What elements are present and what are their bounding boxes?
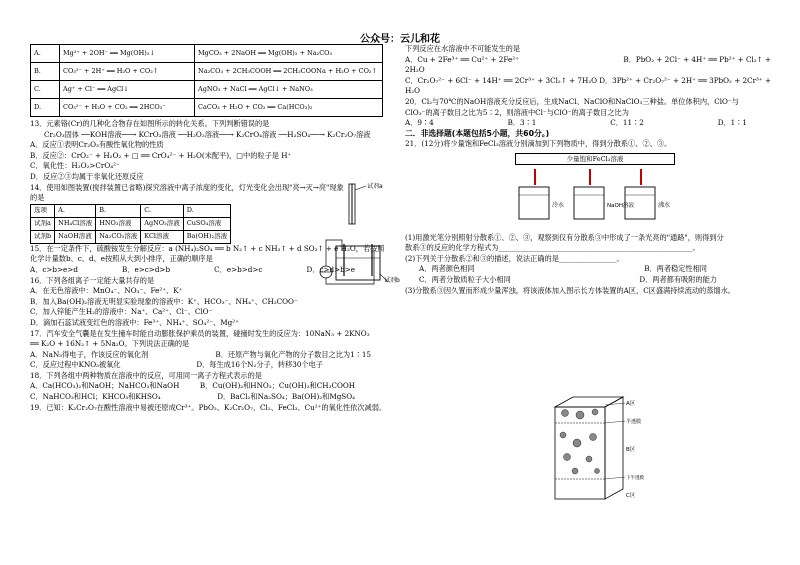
beaker-outline — [519, 187, 549, 219]
particle — [573, 439, 581, 447]
question-19: 19．已知：K₂Cr₂O₇在酸性溶液中易被还原成Cr³⁺。PbO₂、K₂Cr₂O₇、Cl₂、FeCl₃、Cu²⁺的氧化性依次减弱。 — [30, 402, 387, 412]
beaker-label: 冷水 — [552, 201, 565, 209]
particle — [595, 469, 600, 474]
q18-options-ab: A．Ca(HCO₃)₂和NaOH；NaHCO₃和NaOH B．Cu(OH)₂和HNO₃；Cu(OH)₂和CH₃COOH — [30, 381, 355, 391]
reagent-a-label: 试剂a — [367, 183, 383, 190]
membrane-label: 半透膜 — [626, 419, 642, 425]
q21-2-options-cd: C．两者分散质粒子大小相同 D．两者都有吸附的能力 — [419, 274, 717, 284]
q18-options-cd: C．NaHCO₃和HCl；KHCO₃和KHSO₄ D．BaCl₂和Na₂SO₄；Ba(OH)₂和MgSO₄ — [30, 392, 355, 402]
table-row: A. Mg²⁺ + 2OH⁻ ══ Mg(OH)₂↓ MgCO₃ + 2NaOH ══ Mg(OH)₂ + Na₂CO₃ — [31, 45, 383, 63]
table-row: 试剂a NH₄Cl溶液 HNO₃溶液 AgNO₃溶液 CuSO₄溶液 — [31, 217, 231, 230]
question-21: 21．(12分)将少量饱和FeCl₃溶液分别滴加到下列物质中，得到分散系①、②、③。 — [405, 139, 672, 149]
particles — [560, 409, 600, 474]
question-14: 14．使用如图装置(搅拌装置已省略)探究溶液中离子浓度的变化，灯光变化会出现"亮→灭→亮"现象 — [30, 182, 344, 192]
beaker-boiling-water — [625, 169, 670, 219]
q16-option-b: B．加入Ba(OH)₂溶液无明显实验现象的溶液中：K⁺、HCO₃⁻、NH₄⁺、CH₃COO⁻ — [30, 296, 298, 306]
q16-option-d: D．滴加石蕊试液变红色的溶液中：Fe³⁺、NH₄⁺、SO₄²⁻、Mg²⁺ — [30, 317, 239, 327]
beaker-label: NaOH溶液 — [607, 202, 634, 209]
q13-option-d: D．反应②③均属于非氧化还原反应 — [30, 171, 144, 181]
q19-options-ab: A．Cu + 2Fe³⁺ ══ Cu²⁺ + 2Fe²⁺ B．PbO₂ + 2Cl⁻ + 4H⁺ ══ Pb²⁺ + Cl₂↑ + — [405, 54, 771, 64]
question-21-part3: (3)分散系③因久置而形成少量浑浊，将该液体加入图示长方体装置的A区，C区盛满持续流动的蒸馏水。 — [405, 285, 735, 295]
q21-2-options-ab: A．两者颜色相同 B．两者稳定性相同 — [419, 264, 707, 274]
zone-b-label: B区 — [626, 447, 636, 453]
beaker-cold-water — [519, 169, 564, 219]
lower-membrane-label: 下半透膜 — [626, 476, 644, 481]
particle — [586, 456, 592, 462]
q17-options-ab: A．NaN₃得电子，作该反应的氧化剂 B．还原产物与氧化产物的分子数目之比为1∶15 — [30, 349, 371, 359]
pointer-line — [605, 477, 625, 479]
table-row: D. CO₃²⁻ + H₂O + CO₂ ══ 2HCO₃⁻ CaCO₃ + H₂O + CO₂ ══ Ca(HCO₃)₂ — [31, 99, 383, 117]
particle — [576, 411, 584, 419]
right-column — [405, 44, 777, 296]
question-15-cont: 化学计量数b、c、d、e按照从大到小排序，正确的顺序是 — [30, 254, 213, 264]
question-16: 16．下列各组离子一定能大量共存的是 — [30, 275, 155, 285]
question-21-part1-cont: 散系③的反应的化学方程式为______________________________________________________。 — [405, 243, 700, 253]
q13-option-c: C．氧化性：H₂O₂>CrO₄²⁻ — [30, 161, 120, 171]
label-line-a — [355, 186, 366, 190]
table-row: 试剂b NaOH溶液 Na₂CO₃溶液 KCl溶液 Ba(OH)₂溶液 — [31, 230, 231, 243]
cube-side — [605, 397, 623, 499]
particle — [572, 468, 578, 474]
question-19-cont: 下列反应在水溶液中不可能发生的是 — [405, 44, 521, 53]
conductivity-apparatus-figure — [314, 180, 404, 290]
zone-c-label: C区 — [626, 493, 636, 499]
reagent-b-label: 试剂b — [384, 277, 400, 284]
question-18: 18．下列各组中两种物质在溶液中的反应，可用同一离子方程式表示的是 — [30, 370, 262, 380]
question-17: 17．汽车安全气囊是在发生撞车时能自动膨胀保护乘员的装置，碰撞时发生的反应为：10NaN₃ + 2KNO₃ — [30, 328, 370, 338]
beakers-figure — [515, 153, 675, 229]
beaker-outline — [574, 187, 604, 219]
cube-front — [555, 407, 605, 499]
equation-table — [30, 44, 383, 117]
zone-a-label: A区 — [626, 401, 636, 407]
q19-options-cd: C．Cr₂O₇²⁻ + 6Cl⁻ + 14H⁺ ══ 2Cr³⁺ + 3Cl₂↑ + 7H₂O D．3Pb²⁺ + Cr₂O₇²⁻ + 2H⁺ ══ 3PbO₂ + 2Cr³⁺ + — [405, 75, 771, 85]
q19-option-b-cont: 2H₂O — [405, 65, 425, 75]
page-header: 公众号：云儿和花 — [360, 34, 440, 45]
q20-options: A．9∶4 B．3∶1 C．11∶2 D．1∶1 — [405, 118, 747, 128]
q13-scheme: Cr₂O₃固体 ──KOH溶液──→ KCrO₂溶液 ──H₂O₂溶液──→ K₂CrO₄溶液 ──H₂SO₄──→ K₂Cr₂O₇溶液 — [44, 129, 371, 139]
q13-option-b: B．反应②：CrO₂⁻ + H₂O₂ + □ ══ CrO₄²⁻ + H₂O(未配平)，□中的粒子是 H⁺ — [30, 150, 292, 160]
pointer-line — [605, 421, 625, 423]
particle — [590, 434, 597, 441]
section-title: 二．非选择题(本题包括5小题，共60分。) — [405, 128, 550, 138]
question-20-cont: ClO₃⁻的离子数目之比为5∶2，则溶液中Cl⁻与ClO⁻的离子数目之比为 — [405, 107, 629, 117]
pointer-line — [605, 403, 625, 405]
question-15: 15．在一定条件下，硫酸铵发生分解反应：a (NH₄)₂SO₄ ══ b N₂↑ + c NH₃↑ + d SO₂↑ + e H₂O，若按照 — [30, 243, 385, 253]
particle — [592, 409, 598, 415]
q19-option-d-cont: H₂O — [405, 86, 421, 96]
question-20: 20．Cl₂与70℃的NaOH溶液充分反应后，生成NaCl、NaClO和NaClO₃三种盐。单位体积内，ClO⁻与 — [405, 96, 739, 106]
question-17-cont: ══ K₂O + 16N₂↑ + 5Na₂O。下列说法正确的是 — [30, 339, 190, 349]
q17-options-cd: C．反应过程中KNO₃被氧化 D．每生成16个N₂分子，转移30个电子 — [30, 360, 323, 370]
beaker-figure-title: 少量饱和FeCl₃溶液 — [515, 153, 675, 165]
q16-option-a: A．在无色溶液中：MnO₄⁻、NO₃⁻、Fe²⁺、K⁺ — [30, 286, 183, 296]
wire-left — [326, 240, 342, 266]
particle — [560, 432, 566, 438]
question-13: 13．元素铬(Cr)的几种化合物存在如图所示的转化关系。下列判断错误的是 — [30, 119, 270, 128]
q15-options: A．c>b>e>d B．e>c>d>b C．e>b>d>c D．c>d>b>e — [30, 264, 355, 274]
question-21-part2: (2)下列关于分散系②和③的描述，说法正确的是________________。 — [405, 253, 624, 263]
question-14-cont: 的是 — [30, 193, 45, 203]
question-21-part1: (1)用激光笔分别照射分散系①、②、③，观察到仅有分散系③中形成了一条光亮的"通路"，则得到分 — [405, 232, 724, 242]
beakers-drawing — [515, 167, 675, 225]
reagent-table — [30, 204, 231, 244]
table-row: 选项 A. B. C. D. — [31, 204, 231, 217]
beaker-label: 沸水 — [658, 201, 671, 209]
particle — [564, 454, 571, 461]
wire-bottom — [326, 250, 374, 284]
table-row: B. CO₃²⁻ + 2H⁺ ══ H₂O + CO₂↑ Na₂CO₃ + 2CH₃COOH ══ 2CH₃COONa + H₂O + CO₂↑ — [31, 63, 383, 81]
beaker — [336, 246, 380, 280]
cube-top — [555, 397, 623, 407]
dialysis-cube-figure — [545, 393, 645, 505]
q13-option-a: A．反应①表明Cr₂O₃有酸性氧化物的性质 — [30, 140, 164, 150]
particle — [562, 410, 569, 417]
table-row: C. Ag⁺ + Cl⁻ ══ AgCl↓ AgNO₃ + NaCl ══ AgCl↓ + NaNO₃ — [31, 81, 383, 99]
q16-option-c: C．加入锌能产生H₂的溶液中：Na⁺、Ca²⁺、Cl⁻、ClO⁻ — [30, 307, 213, 317]
